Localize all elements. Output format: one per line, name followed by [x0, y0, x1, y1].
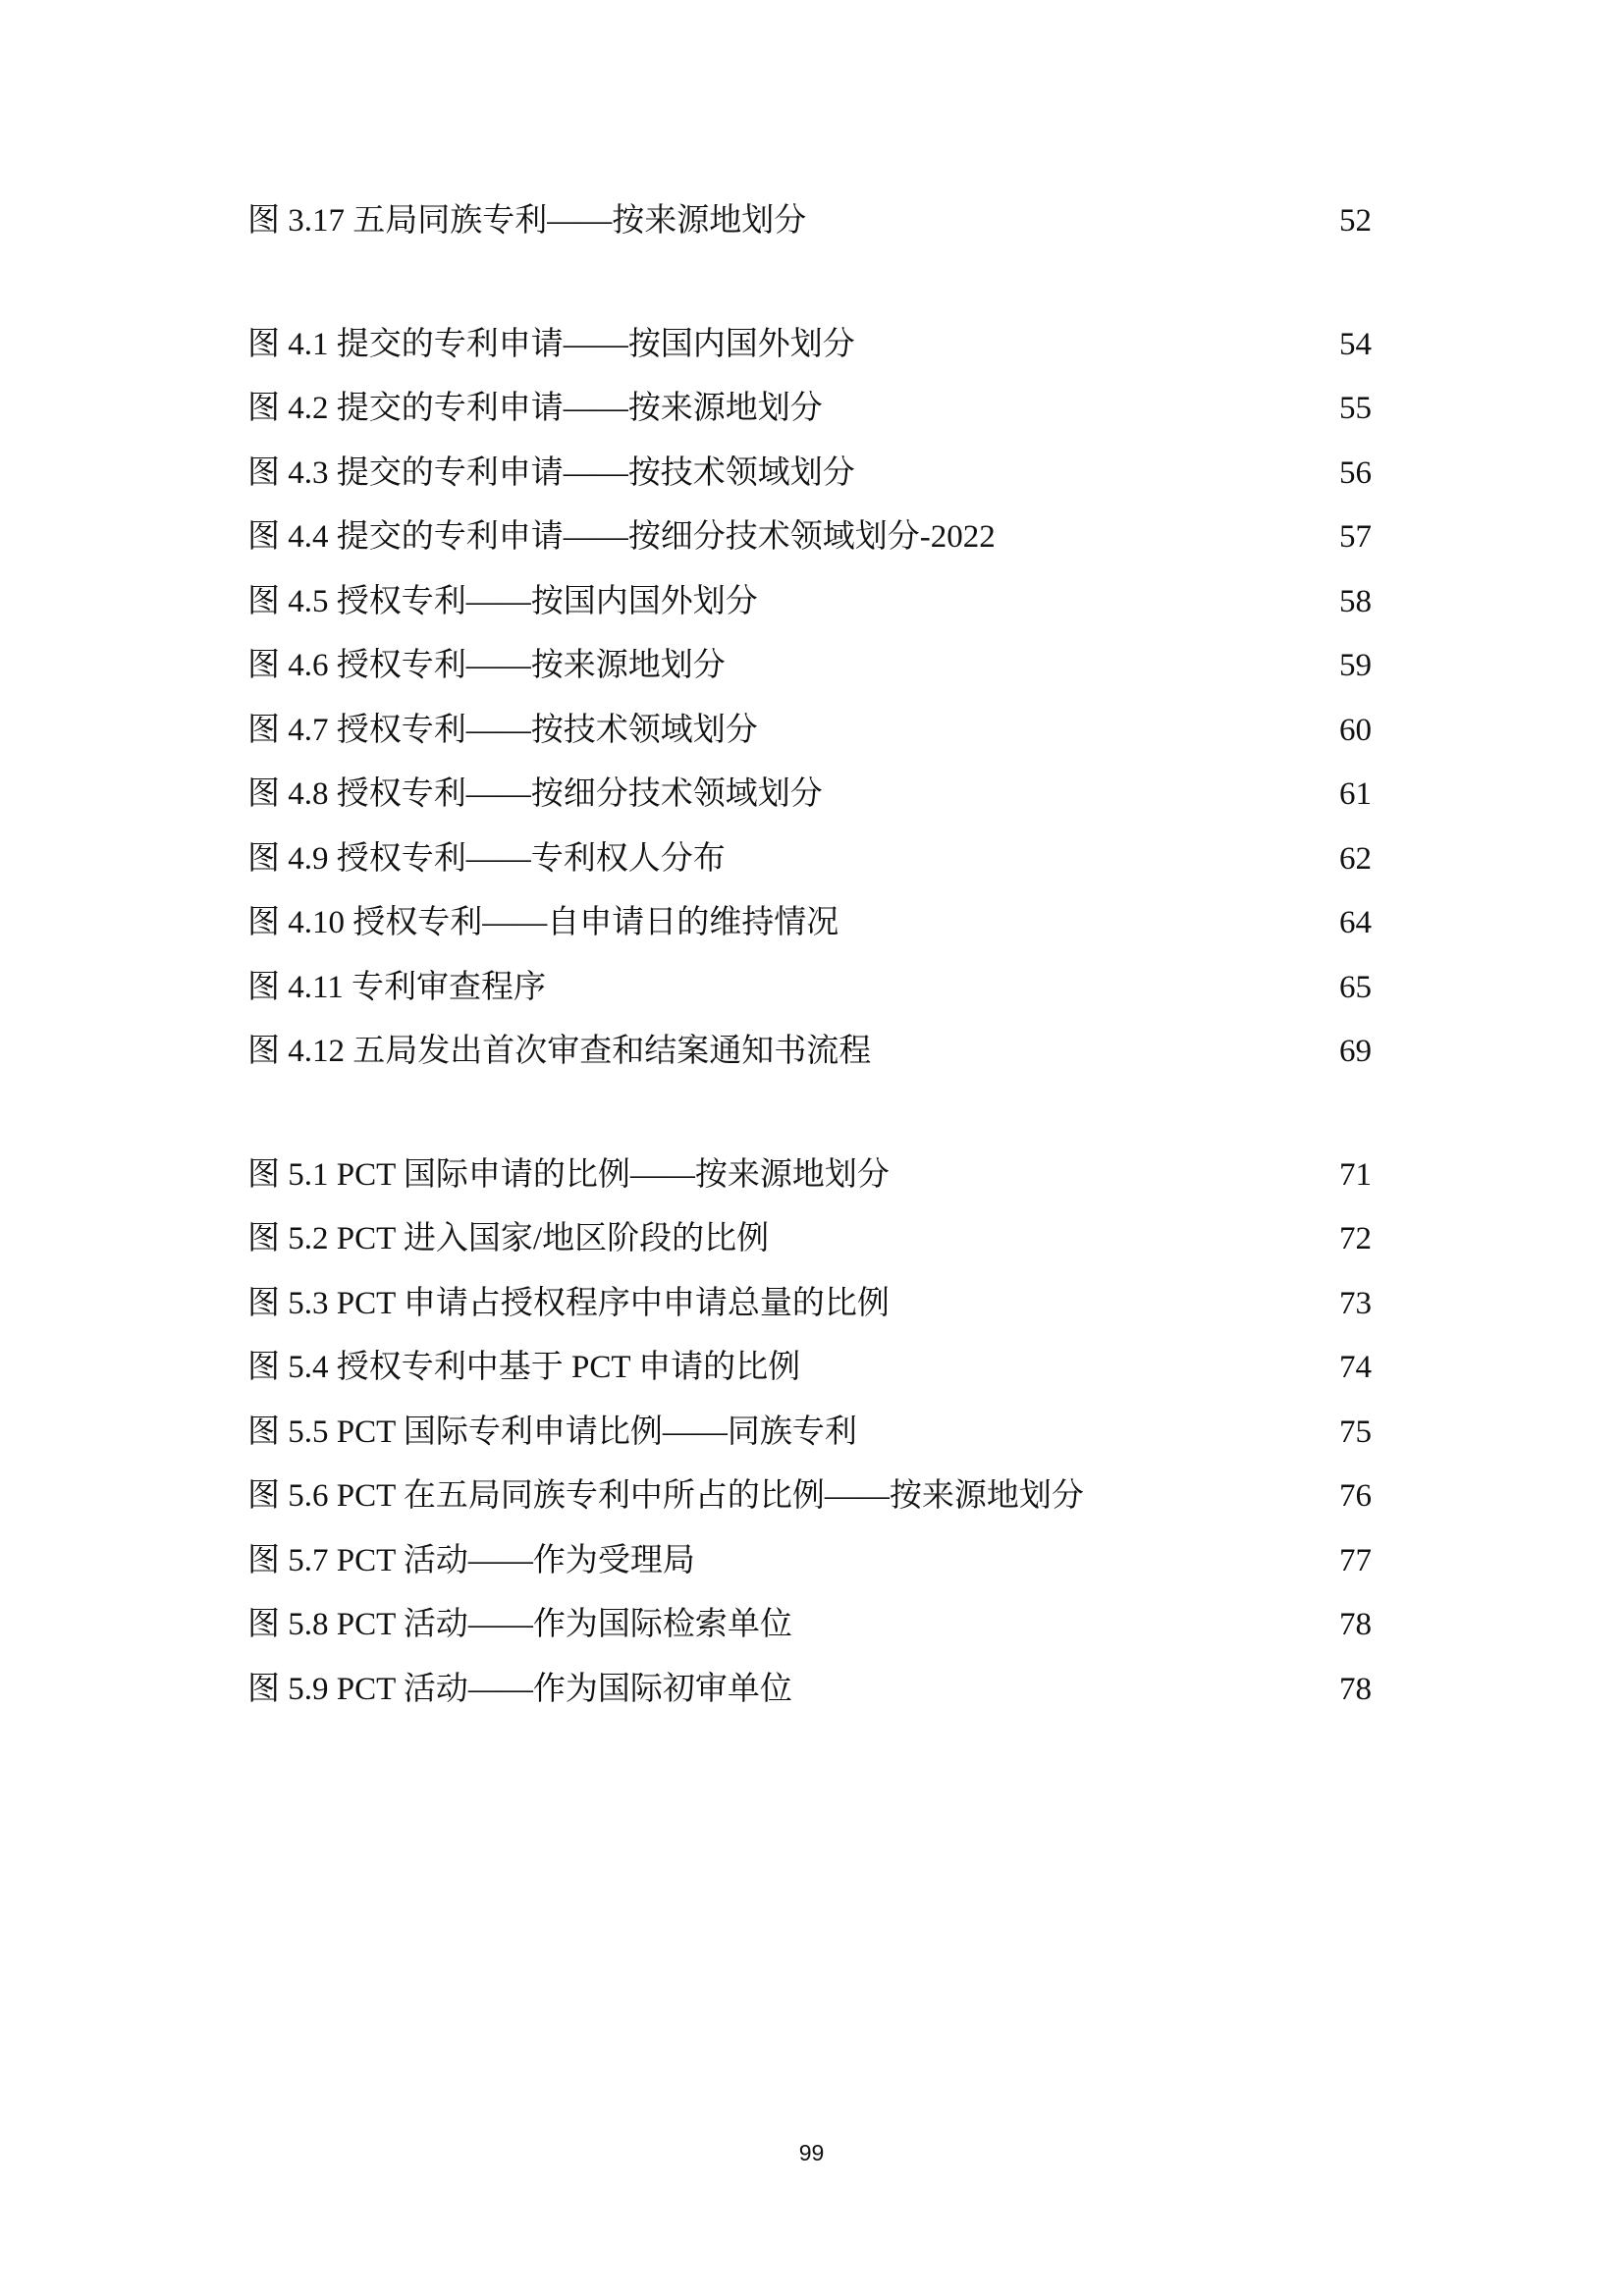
- toc-entry[interactable]: [247, 377, 1372, 442]
- toc-entry-label: 图 5.3 PCT 申请占授权程序中申请总量的比例: [247, 1285, 890, 1321]
- toc-entry[interactable]: [247, 1529, 1372, 1594]
- toc-entry[interactable]: [247, 1020, 1372, 1085]
- toc-entry[interactable]: [247, 313, 1372, 378]
- toc-entry-page: 57: [1339, 519, 1372, 555]
- group-spacer: [247, 254, 1372, 313]
- toc-entry-label: 图 5.7 PCT 活动——作为受理局: [247, 1542, 695, 1578]
- toc-entry-label: 图 5.8 PCT 活动——作为国际检索单位: [247, 1607, 792, 1642]
- toc-entry[interactable]: [247, 1658, 1372, 1723]
- toc-entry-label: 图 4.11 专利审查程序: [247, 969, 547, 1005]
- toc-entry[interactable]: [247, 189, 1372, 254]
- toc-entry-page: 75: [1339, 1414, 1372, 1450]
- toc-entry-page: 65: [1339, 969, 1372, 1005]
- toc-entry-page: 72: [1339, 1221, 1372, 1256]
- toc-entry-label: 图 5.9 PCT 活动——作为国际初审单位: [247, 1671, 792, 1707]
- toc-entry-label: 图 3.17 五局同族专利——按来源地划分: [247, 203, 807, 239]
- toc-entry-label: 图 4.9 授权专利——专利权人分布: [247, 840, 726, 877]
- toc-entry[interactable]: [247, 1336, 1372, 1401]
- toc-entry-page: 56: [1339, 454, 1372, 491]
- toc-entry-label: 图 5.5 PCT 国际专利申请比例——同族专利: [247, 1414, 857, 1450]
- toc-entry-page: 59: [1339, 648, 1372, 683]
- toc-entry[interactable]: [247, 956, 1372, 1021]
- toc-entry-label: 图 4.3 提交的专利申请——按技术领域划分: [247, 454, 855, 491]
- toc-entry-page: 69: [1339, 1034, 1372, 1069]
- toc-entry-label: 图 5.6 PCT 在五局同族专利中所占的比例——按来源地划分: [247, 1478, 1084, 1514]
- toc-entry-page: 60: [1339, 712, 1372, 748]
- toc-entry[interactable]: [247, 828, 1372, 892]
- toc-entry-page: 74: [1339, 1350, 1372, 1385]
- toc-entry-label: 图 5.4 授权专利中基于 PCT 申请的比例: [247, 1350, 801, 1385]
- toc-entry-label: 图 4.4 提交的专利申请——按细分技术领域划分-2022: [247, 519, 996, 555]
- toc-entry[interactable]: [247, 1272, 1372, 1337]
- toc-entry-page: 54: [1339, 326, 1372, 362]
- toc-entry[interactable]: [247, 763, 1372, 828]
- toc-entry-page: 58: [1339, 583, 1372, 619]
- toc-entry[interactable]: [247, 1144, 1372, 1208]
- toc-entry[interactable]: [247, 1593, 1372, 1658]
- toc-entry-label: 图 4.10 授权专利——自申请日的维持情况: [247, 905, 839, 940]
- toc-entry-label: 图 4.2 提交的专利申请——按来源地划分: [247, 391, 823, 426]
- toc-entry-label: 图 4.7 授权专利——按技术领域划分: [247, 712, 758, 748]
- toc-entry-label: 图 4.1 提交的专利申请——按国内国外划分: [247, 326, 855, 362]
- toc-entry[interactable]: [247, 506, 1372, 570]
- toc-entry-page: 55: [1339, 391, 1372, 426]
- toc-entry[interactable]: [247, 442, 1372, 507]
- figure-list: [247, 189, 1372, 1722]
- toc-entry-label: 图 4.5 授权专利——按国内国外划分: [247, 583, 758, 619]
- toc-entry-page: 52: [1339, 203, 1372, 239]
- toc-entry[interactable]: [247, 1401, 1372, 1466]
- toc-entry-page: 73: [1339, 1285, 1372, 1321]
- toc-entry-page: 62: [1339, 840, 1372, 877]
- toc-entry-page: 71: [1339, 1156, 1372, 1193]
- page-number: 99: [798, 2140, 825, 2165]
- toc-entry-label: 图 5.2 PCT 进入国家/地区阶段的比例: [247, 1221, 770, 1256]
- toc-entry-page: 77: [1339, 1542, 1372, 1578]
- group-spacer: [247, 1085, 1372, 1144]
- toc-entry[interactable]: [247, 699, 1372, 764]
- toc-entry[interactable]: [247, 570, 1372, 635]
- toc-entry-page: 78: [1339, 1671, 1372, 1707]
- toc-entry[interactable]: [247, 1465, 1372, 1529]
- toc-entry-label: 图 4.12 五局发出首次审查和结案通知书流程: [247, 1034, 872, 1069]
- toc-entry[interactable]: [247, 634, 1372, 699]
- toc-entry-page: 64: [1339, 905, 1372, 940]
- toc-entry-page: 78: [1339, 1607, 1372, 1642]
- toc-entry-page: 61: [1339, 776, 1372, 812]
- toc-entry-page: 76: [1339, 1478, 1372, 1514]
- toc-entry-label: 图 4.8 授权专利——按细分技术领域划分: [247, 776, 823, 812]
- toc-entry[interactable]: [247, 891, 1372, 956]
- toc-entry-label: 图 4.6 授权专利——按来源地划分: [247, 648, 726, 683]
- toc-entry[interactable]: [247, 1207, 1372, 1272]
- toc-entry-label: 图 5.1 PCT 国际申请的比例——按来源地划分: [247, 1156, 890, 1193]
